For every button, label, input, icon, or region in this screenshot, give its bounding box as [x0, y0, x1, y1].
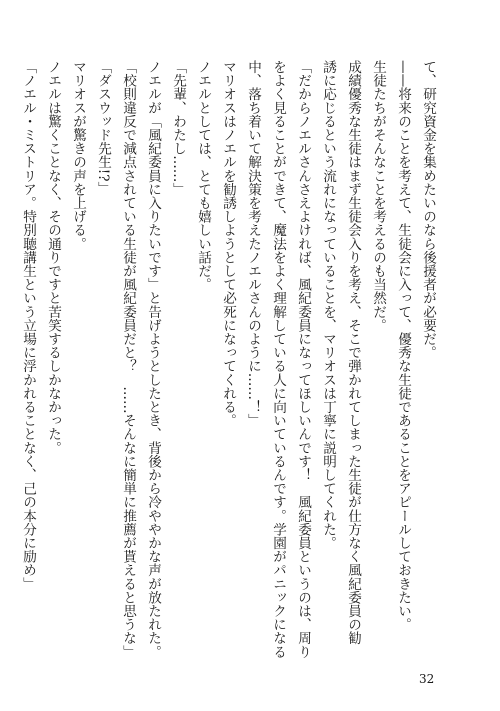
text-line: て、研究資金を集めたいのなら後援者が必要だ。 [420, 60, 436, 360]
text-line: 誘に応じるという流れになっていることを、マリオスは丁寧に説明してくれた。 [320, 60, 336, 550]
text-line: 成績優秀な生徒はまず生徒会入りを考え、そこで弾かれてしまった生徒が仕方なく風紀委員の勧 [345, 60, 361, 645]
text-line: 「先輩、わたし……」 [170, 60, 186, 196]
text-line: ノエルは驚くことなく、その通りですと苦笑するしかなかった。 [45, 60, 61, 455]
text-line: をよく見ることができて、魔法をよく理解している人に向いているんです。学園がパニックになる [270, 60, 286, 659]
text-line: 中、落ち着いて解決策を考えたノエルさんのように……！」 [245, 60, 261, 428]
text-line: 「ノエル・ミストリア。特別聴講生という立場に浮かれることなく、己の本分に励め」 [20, 60, 36, 591]
text-line: 「ダスウッド先生!?」 [95, 60, 111, 196]
page-number: 32 [419, 672, 435, 686]
text-line: 生徒たちがそんなことを考えるのも当然だ。 [370, 60, 386, 332]
text-line: ノエルが「風紀委員に入りたいです」と告げようとしたとき、背後から冷ややかな声が放たれた。 [145, 60, 161, 659]
text-line: ——将来のことを考えて、生徒会に入って、優秀な生徒であることをアピールしておきたい。 [395, 60, 411, 632]
text-line: 「だからノエルさんさえよければ、風紀委員になってほしいんです！ 風紀委員というのは、周り [295, 60, 311, 659]
text-line: マリオスが驚きの声を上げる。 [70, 60, 86, 251]
vertical-text-body [20, 60, 440, 659]
text-line: 「校則違反で減点されている生徒が風紀委員だと？ ……そんなに簡単に推薦が貰えると思うな」 [120, 60, 136, 659]
text-line: マリオスはノエルを勧誘しようとして必死になってくれる。 [220, 60, 236, 428]
text-line: ノエルとしては、とても嬉しい話だ。 [195, 60, 211, 292]
